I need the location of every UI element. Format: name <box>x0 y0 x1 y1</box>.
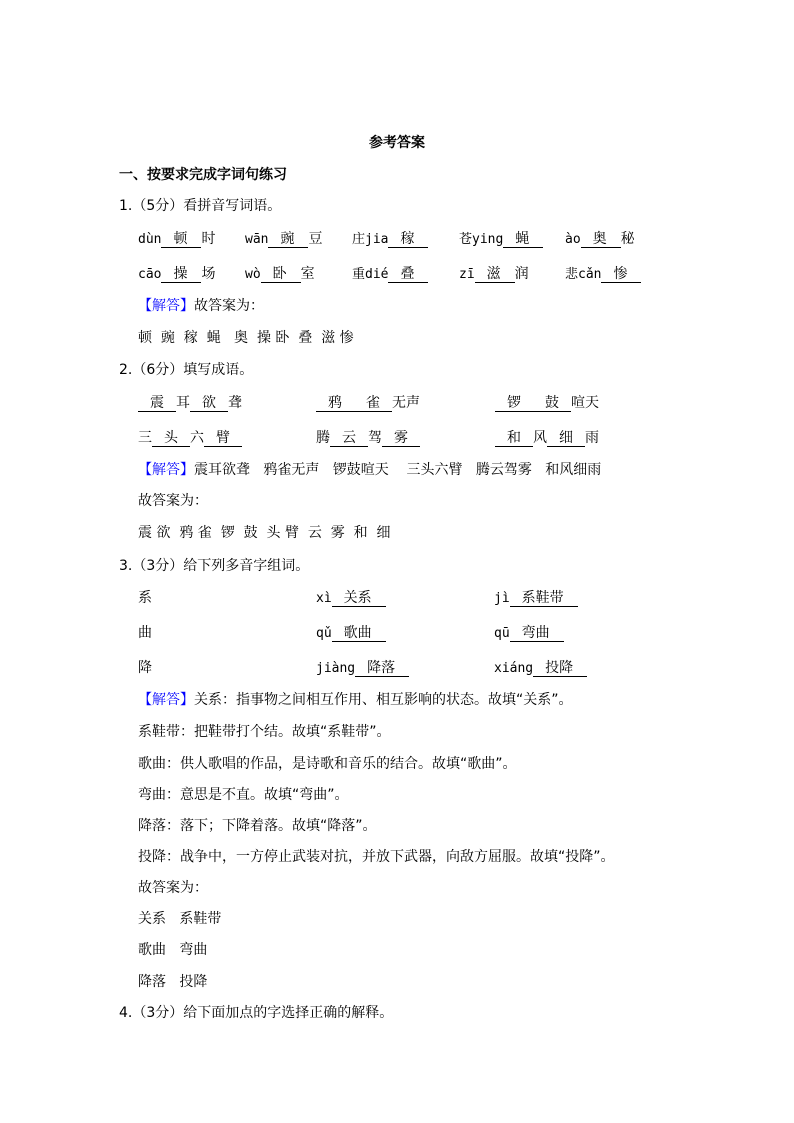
idiom-part: 云 <box>330 430 368 447</box>
pinyin-item <box>459 230 543 249</box>
pinyin: qū <box>494 626 510 641</box>
answer-blank: 卧 <box>261 266 301 283</box>
polyphone-word <box>316 659 409 678</box>
explain-text: 关系：指事物之间相互作用、相互影响的状态。故填“关系”。 <box>194 692 573 708</box>
pinyin-prompt: zī <box>459 267 475 282</box>
answer-tag: 【解答】 <box>138 298 194 314</box>
idiom-part: 雀 <box>354 395 392 412</box>
pinyin-prompt: wò <box>245 267 261 282</box>
q2-final: 震 欲 鸦 雀 锣 鼓 头 臂 云 雾 和 细 <box>138 525 391 541</box>
page-title: 参考答案 <box>369 135 425 151</box>
idiom-part: 三 <box>138 430 152 446</box>
pinyin-prompt: 庄jia <box>352 232 389 247</box>
answer-blank: 操 <box>161 266 201 283</box>
pinyin-item <box>138 230 215 249</box>
answer-blank: 惨 <box>601 266 641 283</box>
answer-text: 故答案为： <box>194 298 264 314</box>
idiom-part: 雾 <box>382 430 420 447</box>
polyphone-char: 系 <box>138 590 152 606</box>
q2-answer <box>138 461 601 479</box>
pinyin-suffix: 场 <box>201 266 216 282</box>
question-1: 1.（5分）看拼音写词语。 <box>119 198 282 214</box>
pinyin-suffix: 秘 <box>620 231 635 247</box>
polyphone-word <box>316 624 386 643</box>
idiom-part: 震 <box>138 395 176 412</box>
pinyin-prompt: wān <box>245 232 269 247</box>
answer-blank: 投降 <box>533 660 587 677</box>
idiom-part: 无声 <box>392 395 420 411</box>
idiom-part: 鼓 <box>533 395 571 412</box>
answer-blank: 系鞋带 <box>510 590 578 607</box>
q1-final: 顿 豌 稼 蝇 奥 操 卧 叠 滋 惨 <box>138 330 354 346</box>
polyphone-word <box>494 624 564 643</box>
question-3: 3.（3分）给下列多音字组词。 <box>119 558 310 574</box>
idiom-part: 欲 <box>190 395 228 412</box>
q3-explain-1 <box>138 691 573 709</box>
pinyin: qǔ <box>316 626 332 641</box>
pinyin-item <box>565 265 641 284</box>
idiom-part: 喧天 <box>571 395 599 411</box>
answer-blank: 蝇 <box>503 231 543 248</box>
q3-final-3: 降落 投降 <box>138 974 208 990</box>
q3-explain-3: 歌曲：供人歌唱的作品，是诗歌和音乐的结合。故填“歌曲”。 <box>138 756 517 772</box>
idiom-part: 细 <box>547 430 585 447</box>
idiom-part: 六 <box>190 430 204 446</box>
polyphone-word <box>494 589 578 608</box>
idiom-part: 耳 <box>176 395 190 411</box>
idiom-item <box>138 429 242 447</box>
polyphone-word <box>494 659 587 678</box>
idiom-part: 聋 <box>228 395 242 411</box>
q1-answer <box>138 297 264 315</box>
answer-blank: 豌 <box>268 231 308 248</box>
q3-explain-4: 弯曲：意思是不直。故填“弯曲”。 <box>138 787 349 803</box>
idiom-part: 臂 <box>204 430 242 447</box>
pinyin: xì <box>316 591 332 606</box>
pinyin-item <box>352 230 428 249</box>
pinyin-item <box>352 265 428 284</box>
q3-answer-prefix: 故答案为： <box>138 880 208 896</box>
idiom-part: 鸦 <box>316 395 354 412</box>
q3-explain-2: 系鞋带：把鞋带打个结。故填“系鞋带”。 <box>138 724 391 740</box>
q3-explain-6: 投降：战争中，一方停止武装对抗，并放下武器，向敌方屈服。故填“投降”。 <box>138 849 615 865</box>
answer-blank: 奥 <box>581 231 621 248</box>
pinyin-item <box>138 265 215 284</box>
pinyin-item <box>459 265 529 284</box>
answer-blank: 滋 <box>475 266 515 283</box>
idiom-item <box>138 394 242 412</box>
pinyin-prompt: ào <box>565 232 581 247</box>
idiom-part: 和 <box>495 430 533 447</box>
answer-blank: 降落 <box>355 660 409 677</box>
pinyin-prompt: 重dié <box>352 267 389 282</box>
answer-tag: 【解答】 <box>138 462 194 478</box>
pinyin-suffix: 豆 <box>308 231 323 247</box>
pinyin-suffix: 室 <box>300 266 315 282</box>
idiom-part: 雨 <box>585 430 599 446</box>
answer-blank: 稼 <box>388 231 428 248</box>
q2-answer-prefix: 故答案为： <box>138 493 208 509</box>
answer-blank: 顿 <box>161 231 201 248</box>
answer-blank: 歌曲 <box>332 625 386 642</box>
idiom-part: 风 <box>533 430 547 446</box>
polyphone-char: 降 <box>138 660 152 676</box>
pinyin-suffix: 润 <box>514 266 529 282</box>
polyphone-word <box>316 589 386 608</box>
q3-final-1: 关系 系鞋带 <box>138 911 222 927</box>
question-2: 2.（6分）填写成语。 <box>119 362 254 378</box>
pinyin-item <box>565 230 635 249</box>
answer-blank: 弯曲 <box>510 625 564 642</box>
idiom-item <box>495 394 599 412</box>
answer-text: 震耳欲聋 鸦雀无声 锣鼓喧天 三头六臂 腾云驾雾 和风细雨 <box>194 462 602 478</box>
pinyin: jiàng <box>316 661 356 676</box>
pinyin-suffix: 时 <box>201 231 216 247</box>
pinyin-prompt: cāo <box>138 267 162 282</box>
pinyin-prompt: dùn <box>138 232 162 247</box>
idiom-part: 头 <box>152 430 190 447</box>
idiom-item <box>495 429 599 447</box>
answer-blank: 关系 <box>332 590 386 607</box>
q3-explain-5: 降落：落下；下降着落。故填“降落”。 <box>138 818 377 834</box>
answer-tag: 【解答】 <box>138 692 194 708</box>
pinyin-item <box>245 230 322 249</box>
polyphone-char: 曲 <box>138 625 152 641</box>
pinyin-prompt: 苍ying <box>459 232 504 247</box>
idiom-item <box>316 429 420 447</box>
idiom-item <box>316 394 420 412</box>
section-heading: 一、按要求完成字词句练习 <box>119 167 287 183</box>
pinyin-item <box>245 265 315 284</box>
pinyin-prompt: 悲cǎn <box>565 267 602 282</box>
question-4: 4.（3分）给下面加点的字选择正确的解释。 <box>119 1005 394 1021</box>
pinyin: xiáng <box>494 661 534 676</box>
q3-final-2: 歌曲 弯曲 <box>138 942 208 958</box>
pinyin: jì <box>494 591 510 606</box>
idiom-part: 驾 <box>368 430 382 446</box>
idiom-part: 锣 <box>495 395 533 412</box>
idiom-part: 腾 <box>316 430 330 446</box>
answer-blank: 叠 <box>388 266 428 283</box>
